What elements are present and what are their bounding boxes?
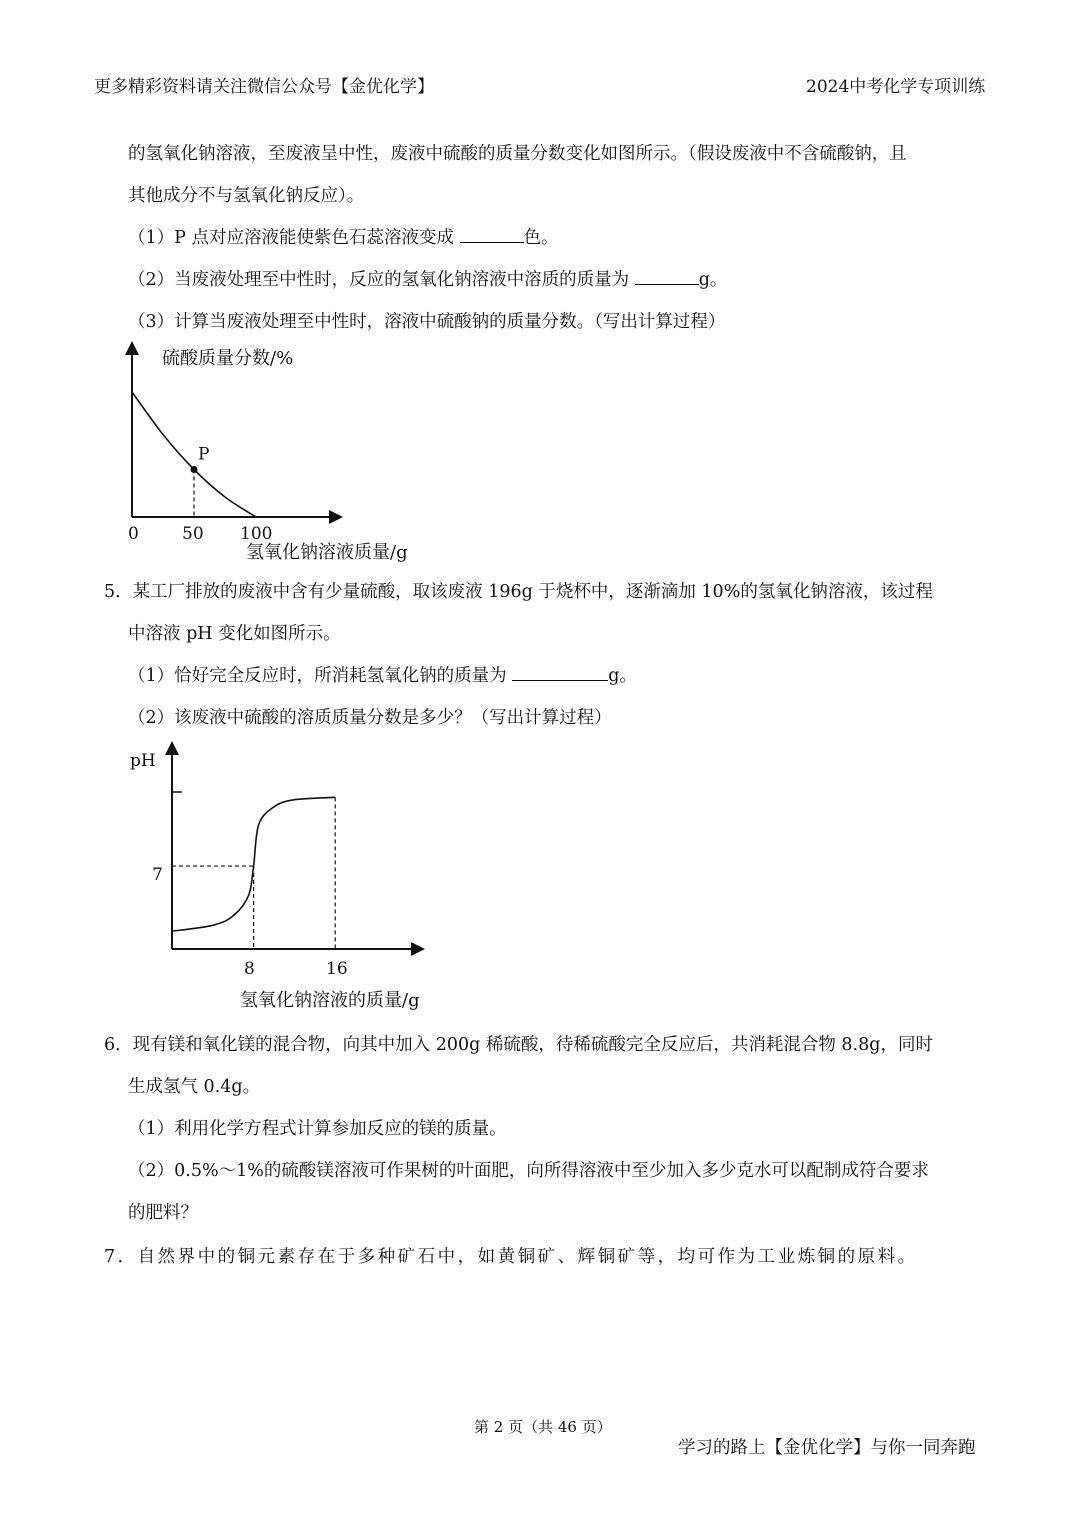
- q4-sub1-text: （1）P 点对应溶液能使紫色石蕊溶液变成: [128, 228, 454, 248]
- answer-blank[interactable]: [460, 226, 524, 243]
- header-left: 更多精彩资料请关注微信公众号【金优化学】: [94, 77, 434, 97]
- y-axis-label: pH: [130, 751, 156, 771]
- point-p: [191, 466, 198, 473]
- page-number: 第 2 页（共 46 页）: [474, 1418, 612, 1436]
- x-tick-16: 16: [326, 959, 348, 979]
- q5-sub1-suffix: g。: [608, 666, 637, 686]
- q4-line1: 的氢氧化钠溶液，至废液呈中性，废液中硫酸的质量分数变化如图所示。（假设废液中不含硫酸钠，且: [128, 144, 907, 164]
- header-right: 2024中考化学专项训练: [806, 77, 986, 97]
- x-tick-0: 0: [128, 524, 139, 544]
- x-axis-label: 氢氧化钠溶液质量/g: [246, 542, 408, 563]
- q7-line1: 7．自然界中的铜元素存在于多种矿石中，如黄铜矿、辉铜矿等，均可作为工业炼铜的原料。: [104, 1247, 918, 1267]
- q4-sub3: （3）计算当废液处理至中性时，溶液中硫酸钠的质量分数。（写出计算过程）: [128, 312, 726, 332]
- answer-blank[interactable]: [512, 664, 608, 681]
- q4-sub2: [128, 266, 727, 291]
- q4-sub1: [128, 224, 559, 249]
- y-axis-label: 硫酸质量分数/%: [162, 348, 294, 369]
- x-tick-8: 8: [244, 959, 255, 979]
- q4-sub2-suffix: g。: [698, 270, 728, 290]
- q5-line2: 中溶液 pH 变化如图所示。: [128, 624, 341, 644]
- q6-line1: 6．现有镁和氧化镁的混合物，向其中加入 200g 稀硫酸，待稀硫酸完全反应后，共消耗混合物 8.8g，同时: [104, 1035, 933, 1055]
- q5-sub1: [128, 662, 637, 687]
- q4-line2: 其他成分不与氢氧化钠反应）。: [128, 186, 365, 206]
- q6-sub1: （1）利用化学方程式计算参加反应的镁的质量。: [128, 1119, 507, 1139]
- x-axis-label: 氢氧化钠溶液的质量/g: [240, 990, 420, 1011]
- sulfuric-acid-chart: [118, 340, 408, 565]
- q6-line2: 生成氢气 0.4g。: [128, 1077, 261, 1097]
- q6-sub2-line2: 的肥料？: [128, 1203, 198, 1223]
- y-tick-7: 7: [152, 865, 163, 885]
- q5-line1: 5．某工厂排放的废液中含有少量硫酸，取该废液 196g 于烧杯中，逐渐滴加 10%的氢氧化钠溶液，该过程: [104, 582, 933, 602]
- q4-sub2-text: （2）当废液处理至中性时，反应的氢氧化钠溶液中溶质的质量为: [128, 270, 630, 290]
- ph-chart: [126, 742, 436, 1017]
- q4-sub1-suffix: 色。: [523, 228, 559, 248]
- x-tick-50: 50: [182, 524, 204, 544]
- point-p-label: P: [198, 444, 210, 465]
- answer-blank[interactable]: [635, 268, 699, 285]
- q5-sub2: （2）该废液中硫酸的溶质质量分数是多少？（写出计算过程）: [128, 708, 612, 728]
- q6-sub2-line1: （2）0.5%～1%的硫酸镁溶液可作果树的叶面肥，向所得溶液中至少加入多少克水可以配制成符合要求: [128, 1161, 929, 1181]
- q5-sub1-text: （1）恰好完全反应时，所消耗氢氧化钠的质量为: [128, 666, 507, 686]
- x-tick-100: 100: [240, 524, 273, 544]
- footer-slogan: 学习的路上【金优化学】与你一同奔跑: [678, 1438, 976, 1458]
